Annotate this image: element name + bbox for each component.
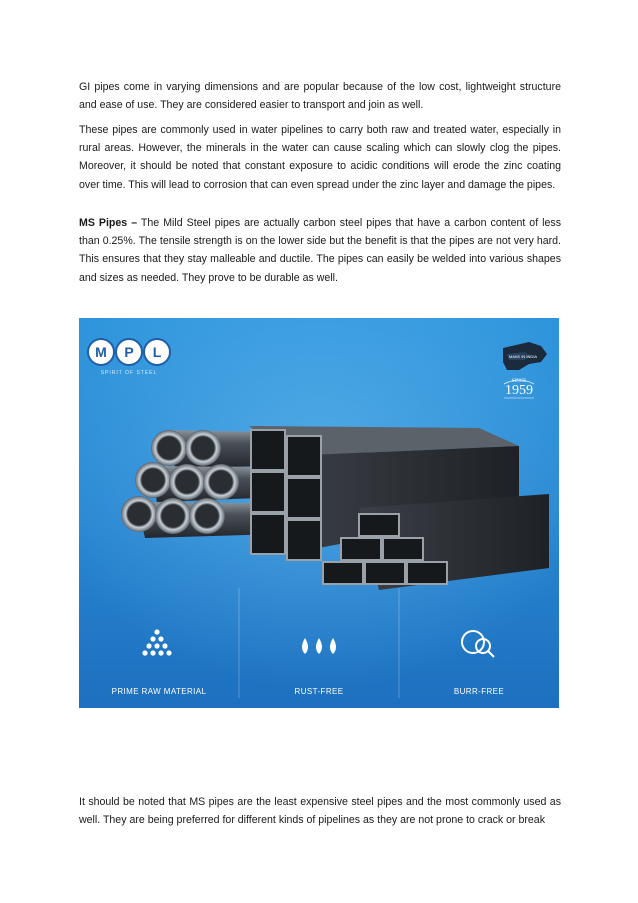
logo-tagline: SPIRIT OF STEEL bbox=[100, 370, 158, 376]
make-in-india-text: MAKE IN INDIA bbox=[508, 354, 538, 359]
svg-text:M: M bbox=[95, 344, 107, 360]
paragraph-gi-intro: GI pipes come in varying dimensions and are popular because of the low cost, lightweight structure and ease of use. They are considered easier to transport and join as well. bbox=[79, 81, 561, 112]
since-label: SINCE bbox=[511, 379, 527, 384]
paragraph-ms-cost: It should be noted that MS pipes are the least expensive steel pipes and the most commonly used as well. They are being preferred for different kinds of pipelines as they are not prone to crack or break bbox=[79, 796, 561, 827]
paragraph-gi-usage: These pipes are commonly used in water pipelines to carry both raw and treated water, especially in rural areas. However, the minerals in the water can cause scaling which can slowly clog the pipes. Moreover, it should be noted that constant exposure to acidic conditions will erode the zinc coating over time. This will lead to corrosion that can even spread under the zinc layer and damage the pipes. bbox=[79, 124, 561, 191]
svg-text:P: P bbox=[124, 344, 134, 360]
since-badge bbox=[504, 379, 534, 398]
feature-label-burr-free: BURR-FREE bbox=[453, 687, 505, 696]
since-year: 1959 bbox=[505, 383, 533, 398]
paragraph-ms-pipes bbox=[79, 214, 561, 287]
ms-pipes-heading: MS Pipes – bbox=[79, 217, 138, 229]
ms-pipes-body: The Mild Steel pipes are actually carbon steel pipes that have a carbon content of less than 0.25%. The tensile strength is on the lower side but the benefit is that the pipes are not very hard. This ensures that they stay malleable and ductile. The pipes can easily be welded into various shapes and sizes as needed. They prove to be durable as well. bbox=[79, 217, 562, 284]
feature-label-prime-raw-material: PRIME RAW MATERIAL bbox=[111, 687, 207, 696]
svg-text:L: L bbox=[152, 344, 162, 360]
product-banner-image bbox=[79, 318, 559, 708]
feature-label-rust-free: RUST-FREE bbox=[294, 687, 344, 696]
